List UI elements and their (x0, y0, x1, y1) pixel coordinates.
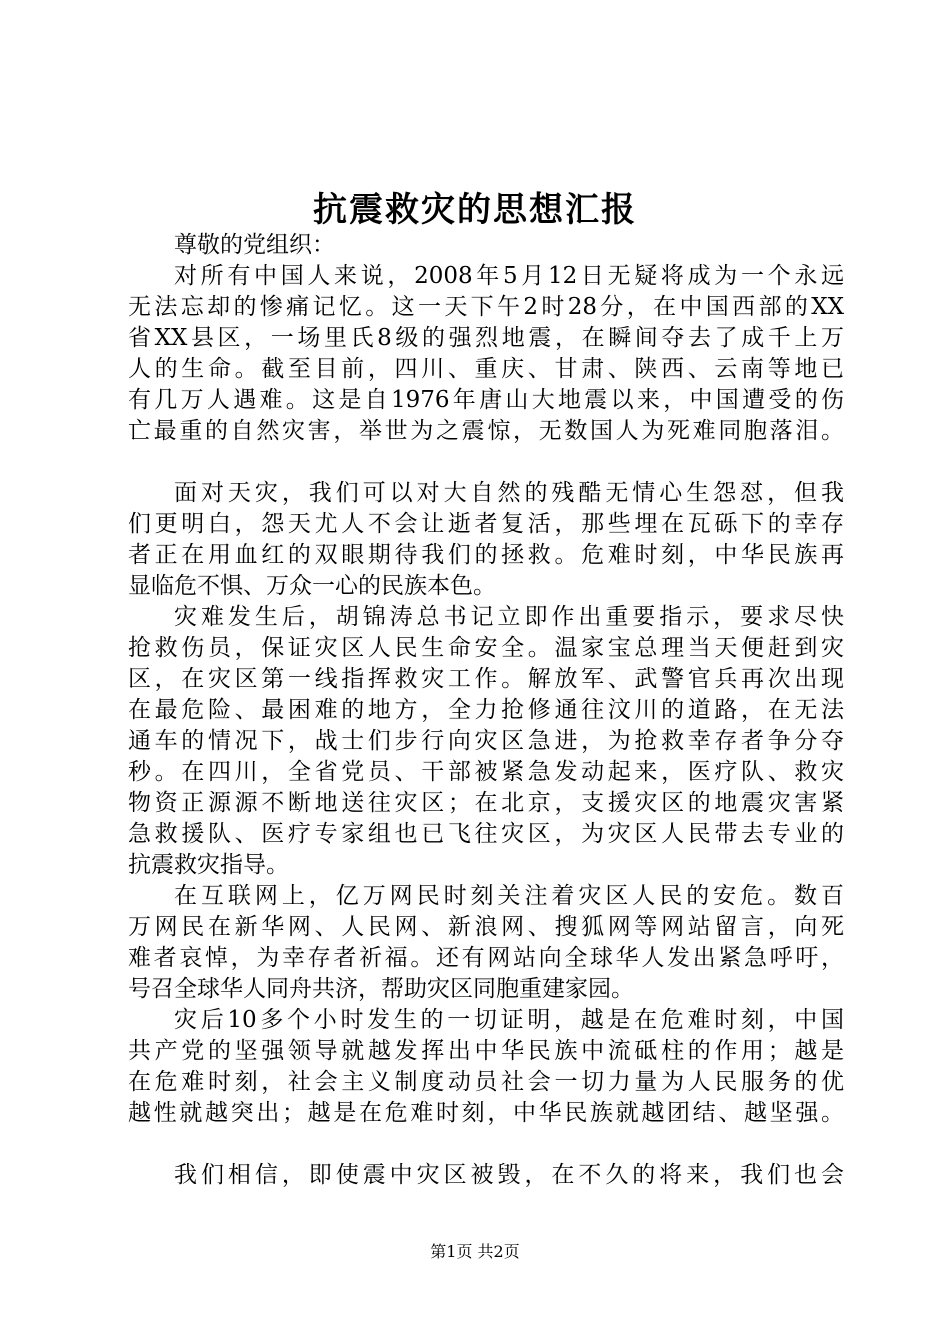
paragraph-3-line: 物资正源源不断地送往灾区；在北京，支援灾区的地震灾害紧 (128, 790, 844, 816)
paragraph-3-line: 灾难发生后，胡锦涛总书记立即作出重要指示，要求尽快 (174, 604, 844, 630)
paragraph-3-line: 秒。在四川，全省党员、干部被紧急发动起来，医疗队、救灾 (128, 759, 844, 785)
paragraph-3-line: 抢救伤员，保证灾区人民生命安全。温家宝总理当天便赶到灾 (128, 635, 844, 661)
paragraph-gap (128, 447, 844, 478)
paragraph-2-line: 们更明白，怨天尤人不会让逝者复活，那些埋在瓦砾下的幸存 (128, 511, 844, 537)
document-title: 抗震救灾的思想汇报 (313, 190, 637, 230)
paragraph-4-line: 在互联网上，亿万网民时刻关注着灾区人民的安危。数百 (174, 883, 844, 909)
paragraph-1-line: 人的生命。截至目前，四川、重庆、甘肃、陕西、云南等地已 (128, 356, 844, 382)
paragraph-5-line: 在危难时刻，社会主义制度动员社会一切力量为人民服务的优 (128, 1069, 844, 1095)
paragraph-4-line: 号召全球华人同舟共济，帮助灾区同胞重建家园。 (128, 976, 634, 1002)
paragraph-3-line: 通车的情况下，战士们步行向灾区急进，为抢救幸存者争分夺 (128, 728, 844, 754)
paragraph-1-line: 有几万人遇难。这是自1976年唐山大地震以来，中国遭受的伤 (128, 387, 844, 413)
paragraph-2-line: 者正在用血红的双眼期待我们的拯救。危难时刻，中华民族再 (128, 542, 844, 568)
paragraph-5-line: 越性就越突出；越是在危难时刻，中华民族就越团结、越坚强。 (128, 1100, 844, 1126)
paragraph-5-line: 灾后10多个小时发生的一切证明，越是在危难时刻，中国 (174, 1007, 844, 1033)
paragraph-6-line: 我们相信，即使震中灾区被毁，在不久的将来，我们也会 (174, 1162, 844, 1188)
paragraph-3-line: 抗震救灾指导。 (128, 852, 289, 878)
paragraph-2-line: 显临危不惧、万众一心的民族本色。 (128, 573, 496, 599)
paragraph-3-line: 急救援队、医疗专家组也已飞往灾区，为灾区人民带去专业的 (128, 821, 844, 847)
paragraph-5-line: 共产党的坚强领导就越发挥出中华民族中流砥柱的作用；越是 (128, 1038, 844, 1064)
paragraph-1-line: 无法忘却的惨痛记忆。这一天下午2时28分，在中国西部的XX (128, 294, 844, 320)
page-footer: 第1页 共2页 (430, 1242, 520, 1261)
paragraph-1-line: 对所有中国人来说，2008年5月12日无疑将成为一个永远 (174, 263, 844, 289)
paragraph-3-line: 区，在灾区第一线指挥救灾工作。解放军、武警官兵再次出现 (128, 666, 844, 692)
document-body (128, 230, 844, 1191)
paragraph-3-line: 在最危险、最困难的地方，全力抢修通往汶川的道路，在无法 (128, 697, 844, 723)
paragraph-4-line: 万网民在新华网、人民网、新浪网、搜狐网等网站留言，向死 (128, 914, 844, 940)
paragraph-gap (128, 1129, 844, 1160)
salutation: 尊敬的党组织： (174, 232, 335, 258)
paragraph-4-line: 难者哀悼，为幸存者祈福。还有网站向全球华人发出紧急呼吁， (128, 945, 844, 971)
paragraph-1-line: 亡最重的自然灾害，举世为之震惊，无数国人为死难同胞落泪。 (128, 418, 844, 444)
paragraph-2-line: 面对天灾，我们可以对大自然的残酷无情心生怨怼，但我 (174, 480, 844, 506)
paragraph-1-line: 省XX县区，一场里氏8级的强烈地震，在瞬间夺去了成千上万 (128, 325, 844, 351)
